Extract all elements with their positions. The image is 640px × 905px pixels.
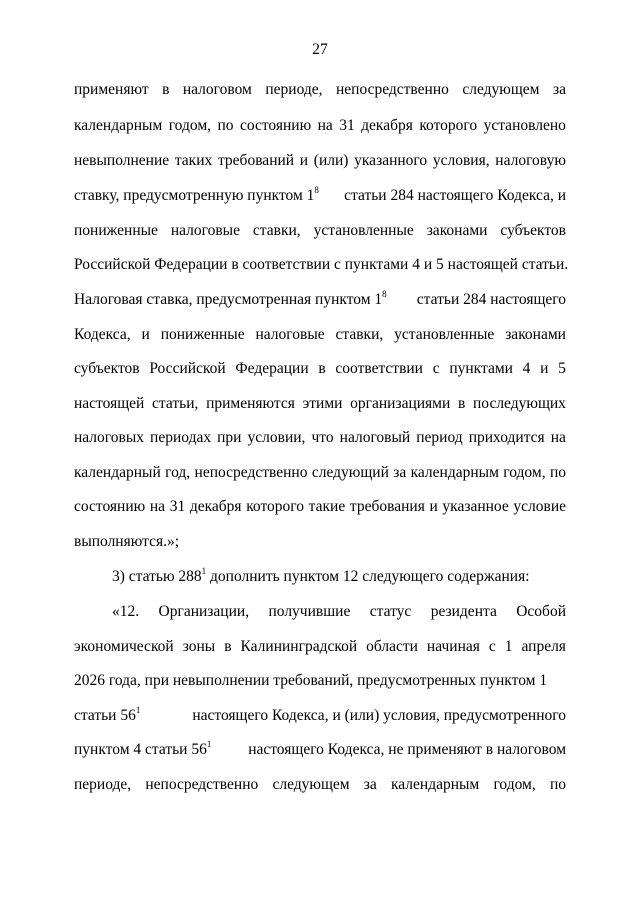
text-line-7	[74, 290, 566, 310]
text-line-12	[74, 463, 566, 483]
text-line-5	[74, 221, 566, 241]
word: в	[224, 638, 232, 655]
word: декабря	[189, 498, 242, 515]
word: Калининградской	[240, 638, 358, 655]
text-segment: статьи 284 настоящего Кодекса, и	[344, 187, 566, 204]
text-segment: настоящего Кодекса, и (или) условия, предусмотренного	[192, 707, 566, 724]
word: состоянию	[74, 498, 146, 515]
word: на	[317, 117, 333, 134]
word: условие	[513, 498, 566, 515]
text-line-13	[74, 497, 566, 517]
word: периодах	[150, 429, 212, 446]
word: годом,	[493, 776, 536, 793]
word: которого	[419, 117, 478, 134]
word: «12.	[112, 603, 140, 620]
word: периоде,	[265, 81, 323, 98]
word: в	[457, 395, 466, 412]
text-line-11	[74, 428, 566, 448]
text-part: ставку, предусмотренную пунктом 1	[74, 187, 315, 204]
word: установленные	[394, 326, 495, 343]
word: налоговую	[495, 152, 566, 169]
text-line-8	[74, 325, 566, 345]
text-line-14: выполняются.»;	[74, 533, 180, 550]
word: с	[488, 638, 496, 655]
text-part: 3) статью 288	[112, 568, 202, 585]
word: начиная	[426, 638, 480, 655]
text-line-6: Российской Федерации в соответствии с пунктами 4 и 5 настоящей статьи.	[74, 256, 569, 273]
superscript: 1	[135, 704, 141, 715]
word: настоящей	[74, 395, 145, 412]
word: условии,	[247, 429, 306, 446]
word: пониженные	[74, 222, 158, 239]
word: соответствии	[335, 360, 423, 377]
word: с	[432, 360, 440, 377]
word: и	[429, 498, 438, 515]
text-segment	[74, 290, 387, 310]
word: при	[217, 429, 242, 446]
word: Кодекса,	[74, 326, 131, 343]
word: период	[416, 429, 463, 446]
word: применяют	[74, 81, 149, 98]
word: декабря	[361, 117, 413, 134]
text-line-1	[74, 80, 566, 100]
word: за	[393, 464, 407, 481]
word: которого	[246, 498, 305, 515]
text-segment	[74, 186, 319, 206]
word: по	[217, 117, 234, 134]
text-part: Налоговая ставка, предусмотренная пунктом 1	[74, 291, 383, 308]
word: непосредственно	[145, 776, 259, 793]
text-line-21	[74, 775, 566, 795]
word: на	[550, 429, 566, 446]
word: календарным	[410, 464, 499, 481]
word: налоговых	[74, 429, 144, 446]
word: (или)	[313, 152, 349, 169]
superscript: 8	[382, 288, 387, 299]
word: законами	[505, 326, 566, 343]
word: установлено	[483, 117, 566, 134]
word: годом,	[168, 117, 212, 134]
word: требований	[217, 152, 295, 169]
word: экономической	[74, 638, 174, 655]
text-line-20	[74, 740, 566, 760]
word: статьи,	[152, 395, 199, 412]
word: 4	[522, 360, 531, 377]
word: таких	[174, 152, 213, 169]
word: 5	[558, 360, 566, 377]
superscript: 8	[314, 184, 319, 195]
word: 31	[339, 117, 355, 134]
word: периоде,	[74, 776, 132, 793]
text-line-2	[74, 116, 566, 136]
text-part: статьи 56	[74, 707, 136, 724]
word: следующий	[311, 464, 389, 481]
word: непосредственно	[335, 81, 449, 98]
word: Российской	[149, 360, 226, 377]
text-line-17	[74, 637, 566, 657]
word: календарным	[390, 776, 480, 793]
word: указанное	[442, 498, 509, 515]
word: 31	[169, 498, 186, 515]
word: годом,	[503, 464, 546, 481]
text-line-16	[112, 602, 566, 622]
text-part: пунктом 4 статьи 56	[74, 741, 207, 758]
word: апреля	[521, 638, 566, 655]
word: пунктами	[449, 360, 513, 377]
word: резидента	[430, 603, 497, 620]
word: непосредственно	[194, 464, 308, 481]
word: и	[299, 152, 309, 169]
word: Особой	[516, 603, 566, 620]
word: и	[141, 326, 150, 343]
word: Организации,	[158, 603, 250, 620]
text-segment: настоящего Кодекса, не применяют в налоговом	[248, 741, 566, 758]
text-line-3	[74, 151, 566, 171]
text-line-19	[74, 706, 566, 726]
word: Федерации	[235, 360, 309, 377]
word: и	[540, 360, 549, 377]
word: указанного	[354, 152, 428, 169]
word: календарный	[74, 464, 161, 481]
word: год,	[165, 464, 191, 481]
text-part: дополнить пунктом 12 следующего содержания:	[206, 568, 530, 585]
text-line-18: 2026 года, при невыполнении требований, предусмотренных пунктом 1	[74, 672, 548, 689]
word: субъектов	[500, 222, 566, 239]
word: такие	[308, 498, 346, 515]
text-line-9	[74, 359, 566, 379]
word: в	[162, 81, 170, 98]
word: статус	[369, 603, 412, 620]
text-segment: статьи 284 настоящего	[416, 291, 566, 308]
text-line-4	[74, 186, 566, 206]
word: пониженные	[160, 326, 245, 343]
word: в	[318, 360, 326, 377]
word: требования	[349, 498, 425, 515]
word: законами	[426, 222, 488, 239]
word: налоговые	[255, 326, 325, 343]
word: за	[552, 81, 566, 98]
text-segment	[74, 740, 211, 760]
word: области	[366, 638, 418, 655]
page-number: 27	[312, 41, 328, 58]
text-segment	[74, 706, 140, 726]
text-line-15	[112, 567, 530, 587]
word: календарным	[74, 117, 163, 134]
word: этими	[302, 395, 343, 412]
word: на	[149, 498, 166, 515]
word: ставки,	[335, 326, 384, 343]
word: по	[549, 776, 566, 793]
word: невыполнение	[74, 152, 170, 169]
text-line-10	[74, 394, 566, 414]
word: приходится	[468, 429, 545, 446]
word: налоговом	[182, 81, 252, 98]
word: по	[549, 464, 566, 481]
word: следующем	[462, 81, 540, 98]
word: за	[363, 776, 377, 793]
word: последующих	[473, 395, 566, 412]
word: 1	[504, 638, 513, 655]
word: организациями	[350, 395, 451, 412]
word: налоговые	[170, 222, 240, 239]
word: условия,	[432, 152, 490, 169]
word: налоговый	[339, 429, 411, 446]
word: ставки,	[252, 222, 301, 239]
word: установленные	[313, 222, 414, 239]
word: состоянию	[239, 117, 312, 134]
word: следующем	[272, 776, 350, 793]
word: зоны	[182, 638, 216, 655]
word: применяются	[206, 395, 295, 412]
word: что	[311, 429, 334, 446]
superscript: 1	[206, 738, 212, 749]
word: субъектов	[74, 360, 140, 377]
superscript: 1	[201, 565, 207, 576]
word: получившие	[268, 603, 351, 620]
